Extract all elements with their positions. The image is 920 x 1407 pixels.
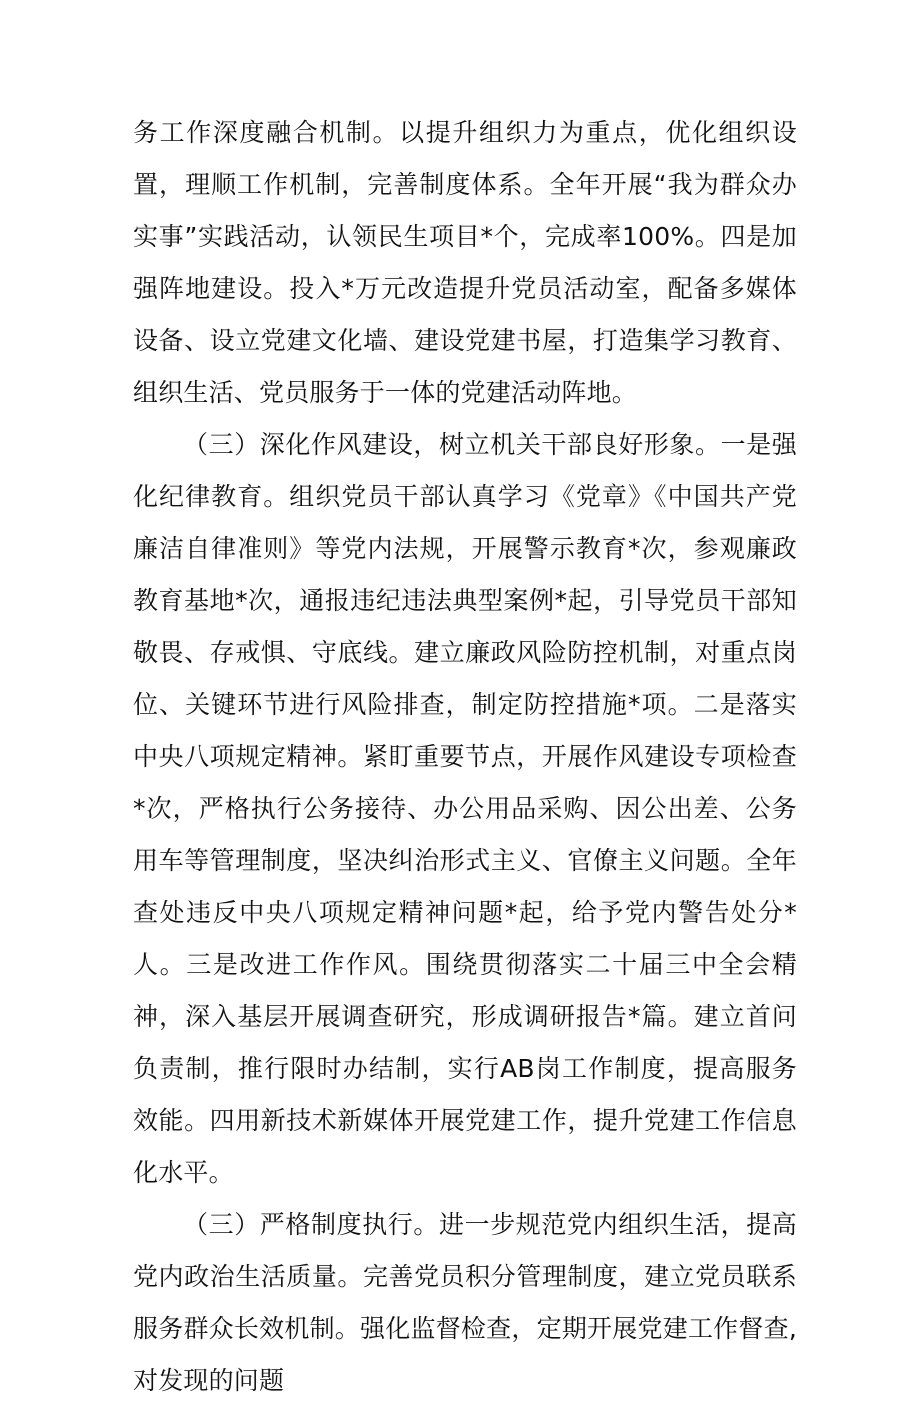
paragraph-continuation: 务工作深度融合机制。以提升组织力为重点，优化组织设置，理顺工作机制，完善制度体系。全年开展“我为群众办实事”实践活动，认领民生项目*个，完成率100%。四是加强阵地建设。投入*万元改造提升党员活动室，配备多媒体设备、设立党建文化墙、建设党建书屋，打造集学习教育、组织生活、党员服务于一体的党建活动阵地。 <box>133 118 797 407</box>
paragraph-system-execution: （三）严格制度执行。进一步规范党内组织生活，提高党内政治生活质量。完善党员积分管理制度，建立党员联系服务群众长效机制。强化监督检查，定期开展党建工作督查,对发现的问题 <box>133 1210 797 1395</box>
document-body <box>133 107 797 1407</box>
paragraph-work-style: （三）深化作风建设，树立机关干部良好形象。一是强化纪律教育。组织党员干部认真学习《党章》《中国共产党廉洁自律准则》等党内法规，开展警示教育*次，参观廉政教育基地*次，通报违纪违法典型案例*起，引导党员干部知敬畏、存戒惧、守底线。建立廉政风险防控机制，对重点岗位、关键环节进行风险排查，制定防控措施*项。二是落实中央八项规定精神。紧盯重要节点，开展作风建设专项检查*次，严格执行公务接待、办公用品采购、因公出差、公务用车等管理制度，坚决纠治形式主义、官僚主义问题。全年查处违反中央八项规定精神问题*起，给予党内警告处分*人。三是改进工作作风。围绕贯彻落实二十届三中全会精神，深入基层开展调查研究，形成调研报告*篇。建立首问负责制，推行限时办结制，实行AB岗工作制度，提高服务效能。四用新技术新媒体开展党建工作，提升党建工作信息化水平。 <box>133 430 797 1187</box>
